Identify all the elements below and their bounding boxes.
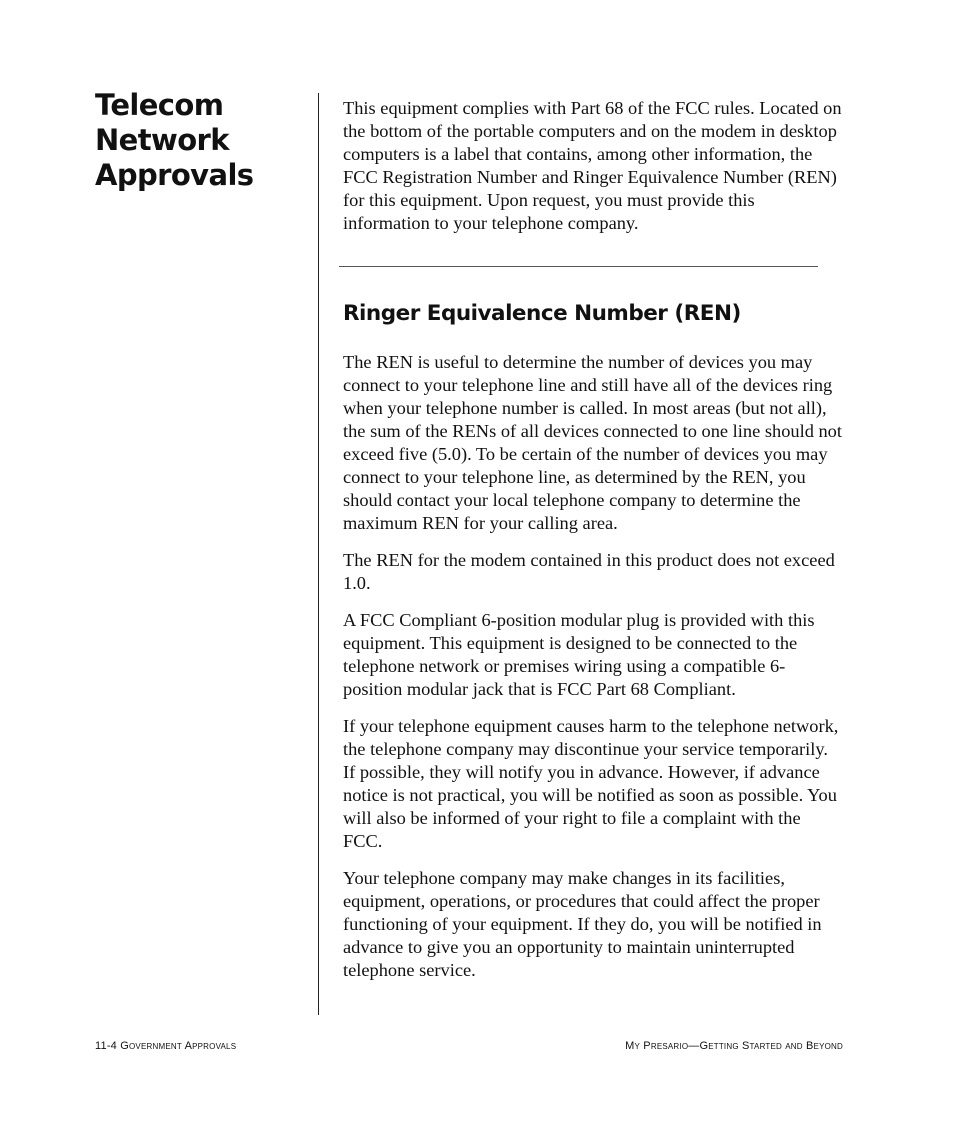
page-title-line: Telecom (95, 88, 224, 122)
body-paragraph: Your telephone company may make changes in its facilities, equipment, operations, or procedures that could affect the proper functioning of your equipment. If they do, you will be notified in advance to give you an opportunity to maintain uninterrupted telephone service. (343, 868, 822, 980)
intro-paragraph: This equipment complies with Part 68 of the FCC rules. Located on the bottom of the portable computers and on the modem in desktop computers is a label that contains, among other information, the FCC Registration Number and Ringer Equivalence Number (REN) for this equipment. Upon request, you must provide this information to your telephone company. (343, 98, 842, 233)
main-content (343, 97, 843, 996)
body-paragraph: A FCC Compliant 6-position modular plug is provided with this equipment. This equipment is designed to be connected to the telephone network or premises wiring using a compatible 6-position modular jack that is FCC Part 68 Compliant. (343, 610, 815, 699)
page-title-line: Approvals (95, 158, 254, 192)
column-divider (318, 93, 319, 1015)
body-paragraph: The REN is useful to determine the number of devices you may connect to your telephone line and still have all of the devices ring when your telephone number is called. In most areas (but not all), the sum of the RENs of all devices connected to one line should not exceed five (5.0). To be certain of the number of devices you may connect to your telephone line, as determined by the REN, you should contact your local telephone company to determine the maximum REN for your calling area. (343, 352, 842, 533)
body-paragraph: If your telephone equipment causes harm to the telephone network, the telephone company may discontinue your service temporarily. If possible, they will notify you in advance. However, if advance notice is not practical, you will be notified as soon as possible. You will also be informed of your right to file a complaint with the FCC. (343, 716, 839, 851)
footer-right: My Presario—Getting Started and Beyond (625, 1040, 843, 1052)
section-divider (339, 266, 818, 267)
body-paragraph: The REN for the modem contained in this product does not exceed 1.0. (343, 550, 835, 593)
section-heading: Ringer Equivalence Number (REN) (343, 301, 741, 326)
page-title (95, 88, 305, 193)
footer-left: 11-4 Government Approvals (95, 1040, 237, 1052)
page-title-line: Network (95, 123, 229, 157)
